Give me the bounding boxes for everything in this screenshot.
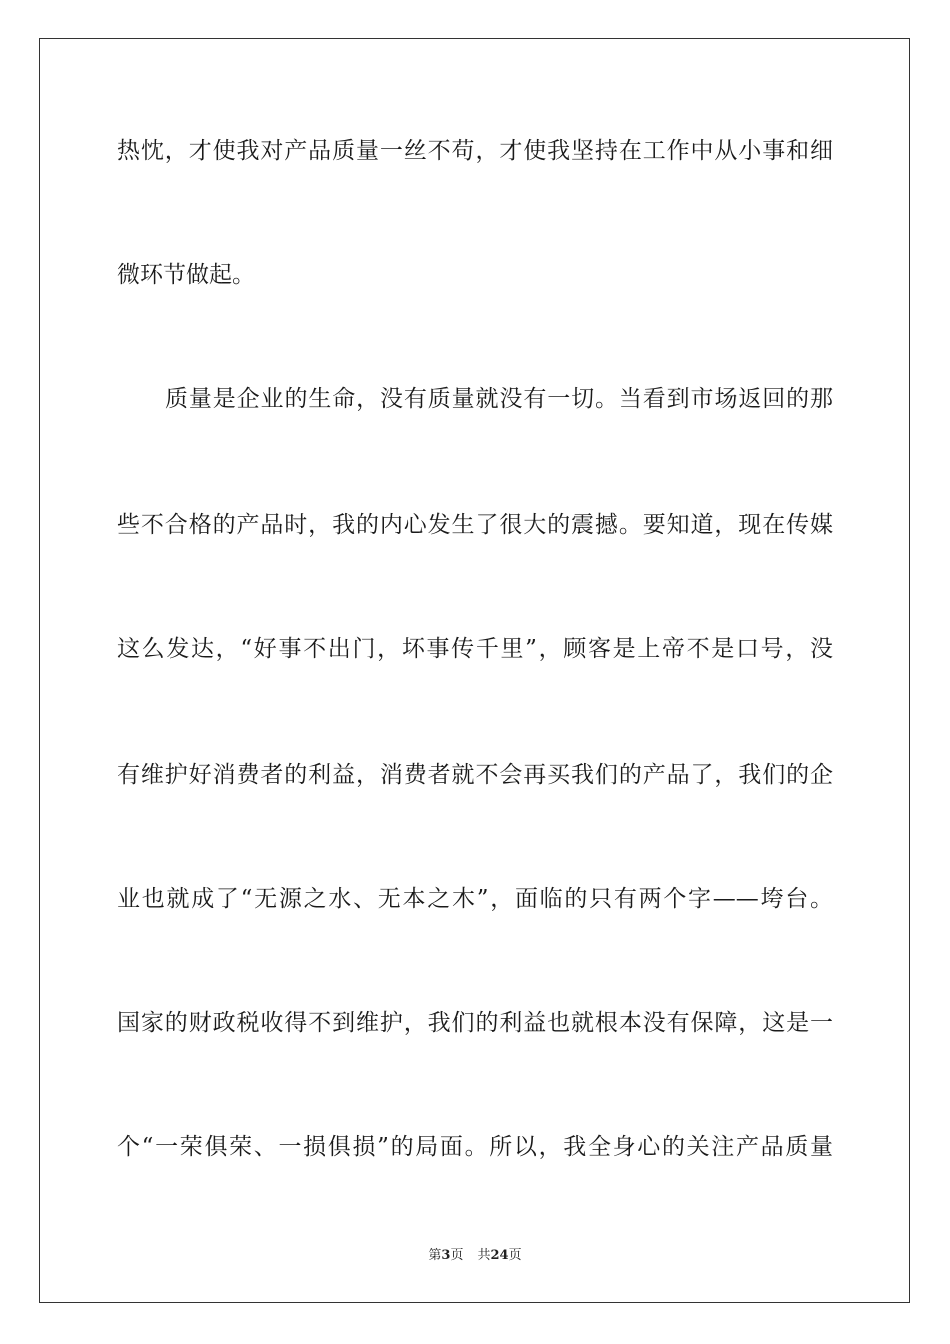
body-line: 有维护好消费者的利益，消费者就不会再买我们的产品了，我们的企 <box>117 762 833 788</box>
body-line: 热忱，才使我对产品质量一丝不苟，才使我坚持在工作中从小事和细 <box>117 138 833 164</box>
page-label-prefix: 第 <box>428 1248 442 1263</box>
page-border <box>39 38 910 1303</box>
body-line: 微环节做起。 <box>117 262 255 288</box>
body-line: 些不合格的产品时，我的内心发生了很大的震撼。要知道，现在传媒 <box>117 512 833 538</box>
page-number: 3 <box>441 1248 451 1263</box>
body-line: 个“一荣俱荣、一损俱损”的局面。所以，我全身心的关注产品质量 <box>117 1134 833 1160</box>
body-line: 业也就成了“无源之水、无本之木”，面临的只有两个字——垮台。 <box>117 886 833 912</box>
page-label-suffix: 页 <box>450 1248 464 1263</box>
total-label-suffix: 页 <box>508 1248 522 1263</box>
body-line: 国家的财政税收得不到维护，我们的利益也就根本没有保障，这是一 <box>117 1010 833 1036</box>
body-line: 这么发达，“好事不出门，坏事传千里”，顾客是上帝不是口号，没 <box>117 636 833 662</box>
total-label-prefix: 共 <box>477 1248 491 1263</box>
total-pages: 24 <box>490 1248 509 1263</box>
paragraph-start-line: 质量是企业的生命，没有质量就没有一切。当看到市场返回的那 <box>165 386 833 412</box>
page-footer <box>0 1247 950 1265</box>
